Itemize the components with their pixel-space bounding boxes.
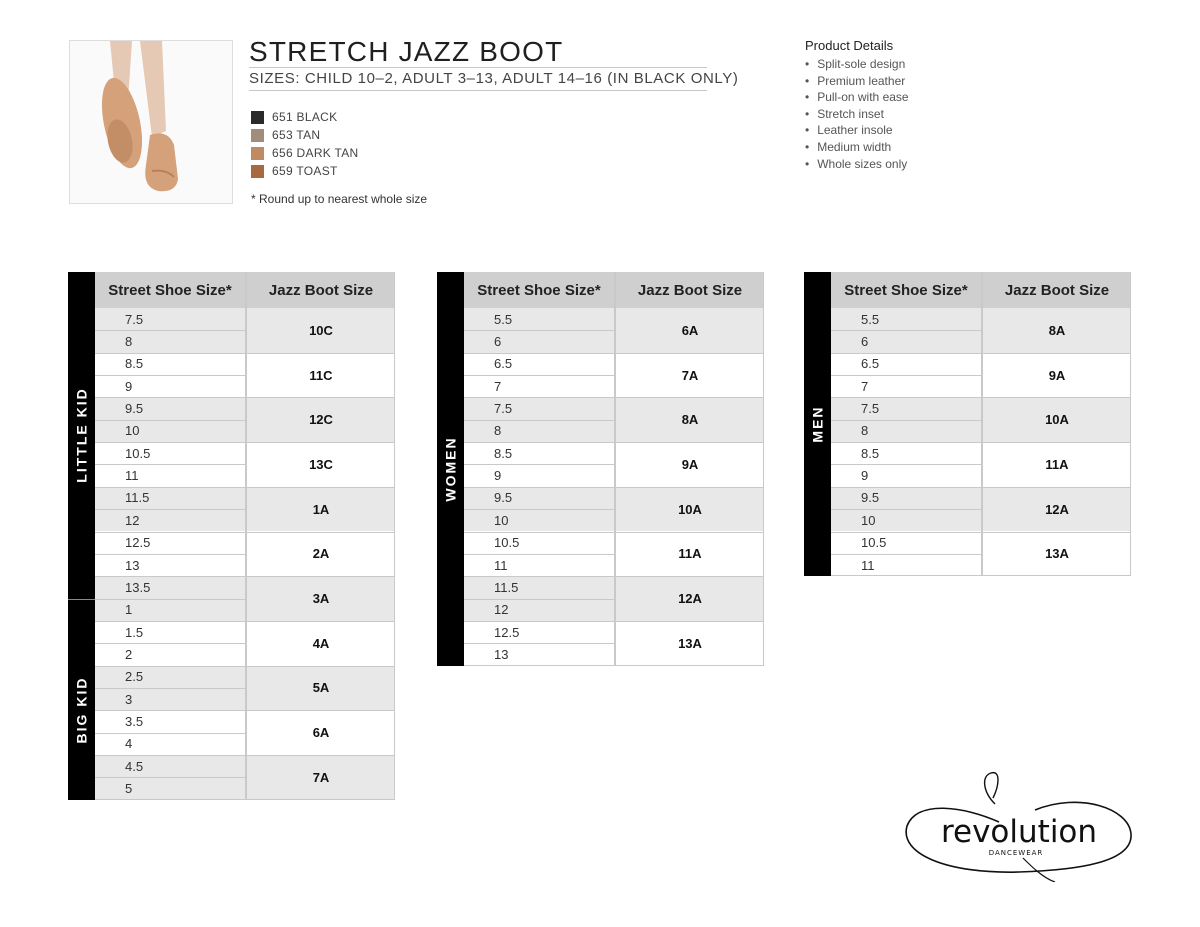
group-divider [614,397,764,398]
boot-size-header: Jazz Boot Size [983,272,1131,308]
subtitle-rule [249,90,707,91]
street-size-cell: 12.5 [494,624,520,640]
row-divider [831,509,981,510]
row-divider [831,532,981,533]
product-photo [69,40,233,204]
group-divider [245,487,395,488]
column-divider [245,272,247,800]
color-list [251,108,359,180]
street-size-cell: 11.5 [125,490,150,506]
street-size-cell: 13.5 [125,579,151,595]
row-divider [464,397,614,398]
row-divider [831,487,981,488]
row-divider [95,420,245,421]
color-label: 653 TAN [272,128,321,142]
sizes-line: SIZES: CHILD 10–2, ADULT 3–13, ADULT 14–16 (IN BLACK ONLY) [249,70,739,87]
boot-size-cell: 9A [1048,367,1066,383]
boot-size-cell: 1A [247,487,395,532]
sizing-note: * Round up to nearest whole size [251,192,428,206]
row-divider [831,442,981,443]
row-divider [464,375,614,376]
group-divider [245,576,395,577]
boot-size-cell: 11A [678,546,702,562]
row-divider [95,375,245,376]
segment-divider [68,599,95,600]
row-divider [831,554,981,555]
street-size-cell: 9 [494,468,502,484]
street-size-cell: 9.5 [861,490,880,506]
group-divider [981,397,1131,398]
street-size-cell: 7 [494,378,502,394]
row-divider [95,710,245,711]
group-divider [614,621,764,622]
street-size-cell: 11.5 [494,579,519,595]
street-size-cell: 9.5 [494,490,513,506]
row-divider [831,353,981,354]
color-swatch [251,165,264,178]
street-size-cell: 4.5 [125,758,144,774]
boot-size-cell: 10A [983,397,1131,442]
table-right-border [394,272,395,800]
street-size-cell: 13 [125,557,140,573]
boot-size-cell: 3A [247,576,395,621]
street-size-cell: 11 [125,468,139,484]
segment-label-text: WOMEN [442,436,459,502]
jazz-boot-image [70,41,232,203]
street-size-cell: 3 [125,691,133,707]
boot-size-cell: 11C [309,367,333,383]
street-size-cell: 8 [125,334,133,350]
boot-size-cell: 6A [312,725,330,741]
row-divider [464,532,614,533]
street-size-cell: 9 [861,468,869,484]
product-details [805,38,909,172]
row-divider [95,576,245,577]
product-title: STRETCH JAZZ BOOT [249,36,564,67]
row-divider [95,777,245,778]
boot-size-cell: 9A [681,456,699,472]
street-size-cell: 10 [125,423,140,439]
street-size-cell: 12 [125,512,140,528]
row-divider [95,397,245,398]
street-size-cell: 5 [125,781,133,797]
street-size-cell: 11 [861,557,875,573]
row-divider [464,420,614,421]
row-divider [831,397,981,398]
segment-label [804,272,831,576]
segment-label-text: BIG KID [73,676,90,744]
row-divider [464,554,614,555]
color-item [251,162,359,180]
street-size-cell: 6.5 [494,356,513,372]
street-size-cell: 5.5 [494,311,513,327]
boot-size-cell: 13A [1045,546,1069,562]
street-size-header: Street Shoe Size* [831,272,981,308]
boot-size-cell: 13A [678,635,702,651]
row-divider [95,621,245,622]
street-size-cell: 12 [494,602,509,618]
group-divider [245,442,395,443]
row-divider [95,532,245,533]
street-size-cell: 7.5 [125,311,144,327]
group-divider [245,532,395,533]
street-size-cell: 8.5 [494,445,513,461]
street-size-cell: 6 [494,334,502,350]
group-divider [614,487,764,488]
segment-label-text: LITTLE KID [73,387,90,483]
boot-size-cell: 13C [309,456,333,472]
details-item: • Premium leather [805,73,909,90]
street-size-cell: 7.5 [494,401,513,417]
street-size-cell: 9 [125,378,133,394]
details-heading: Product Details [805,38,894,53]
street-size-cell: 8 [861,423,869,439]
row-divider [464,487,614,488]
column-divider [981,272,983,576]
row-divider [95,599,245,600]
street-size-cell: 8 [494,423,502,439]
street-size-cell: 6 [861,334,869,350]
boot-size-cell: 10A [616,487,764,532]
boot-size-cell: 4A [312,635,330,651]
row-divider [464,621,614,622]
street-size-cell: 12.5 [125,535,151,551]
logo-wordmark: revolution [940,814,1098,850]
row-divider [831,330,981,331]
group-divider [245,353,395,354]
street-size-cell: 4 [125,736,133,752]
row-divider [95,755,245,756]
details-item: • Stretch inset [805,106,909,123]
group-divider [245,666,395,667]
boot-size-header: Jazz Boot Size [247,272,395,308]
size-chart-kids [68,272,395,800]
details-item: • Split-sole design [805,56,909,73]
group-divider [614,442,764,443]
row-divider [95,353,245,354]
boot-size-header: Jazz Boot Size [616,272,764,308]
row-divider [95,442,245,443]
title-rule [249,67,707,68]
street-size-cell: 6.5 [861,356,880,372]
boot-size-cell: 12A [983,487,1131,532]
size-chart-women [437,272,764,666]
street-size-cell: 13 [494,646,509,662]
group-divider [245,755,395,756]
table-bottom-border [464,665,764,666]
street-size-cell: 10 [861,512,876,528]
row-divider [464,442,614,443]
color-label: 651 BLACK [272,110,338,124]
segment-label [437,272,464,666]
street-size-cell: 1 [125,602,133,618]
street-size-cell: 8.5 [125,356,144,372]
group-divider [981,442,1131,443]
segment-label-text: MEN [809,405,826,443]
table-right-border [1130,272,1131,576]
boot-size-cell: 5A [247,666,395,711]
boot-size-cell: 12A [616,576,764,621]
boot-size-cell: 7A [247,755,395,800]
row-divider [464,330,614,331]
color-item [251,144,359,162]
boot-size-cell: 8A [983,308,1131,353]
street-size-header: Street Shoe Size* [95,272,245,308]
row-divider [464,509,614,510]
group-divider [245,710,395,711]
street-size-cell: 9.5 [125,401,144,417]
row-divider [95,464,245,465]
street-size-cell: 2 [125,646,133,662]
boot-size-cell: 10C [247,308,395,353]
boot-size-cell: 8A [616,397,764,442]
boot-size-cell: 6A [616,308,764,353]
group-divider [614,532,764,533]
segment-label [68,272,95,599]
street-size-cell: 2.5 [125,669,144,685]
row-divider [464,353,614,354]
row-divider [95,688,245,689]
row-divider [95,666,245,667]
details-item: • Pull-on with ease [805,89,909,106]
table-bottom-border [95,799,395,800]
group-divider [245,397,395,398]
details-item: • Leather insole [805,122,909,139]
table-bottom-border [831,575,1131,576]
street-size-cell: 11 [494,557,508,573]
group-divider [981,353,1131,354]
street-size-cell: 10.5 [494,535,520,551]
boot-size-cell: 11A [1045,456,1069,472]
street-size-cell: 10.5 [125,445,151,461]
street-size-cell: 7.5 [861,401,880,417]
color-item [251,126,359,144]
row-divider [95,487,245,488]
group-divider [614,576,764,577]
row-divider [831,375,981,376]
row-divider [95,733,245,734]
color-label: 656 DARK TAN [272,146,359,160]
size-chart-men [804,272,1131,576]
street-size-cell: 8.5 [861,445,880,461]
color-swatch [251,147,264,160]
row-divider [95,643,245,644]
street-size-cell: 7 [861,378,869,394]
details-list [805,56,909,172]
row-divider [95,509,245,510]
color-swatch [251,111,264,124]
row-divider [464,599,614,600]
revolution-logo [903,770,1135,882]
street-size-cell: 10.5 [861,535,887,551]
logo-tagline: DANCEWEAR [988,849,1044,857]
group-divider [614,353,764,354]
details-item: • Medium width [805,139,909,156]
row-divider [464,464,614,465]
street-size-cell: 5.5 [861,311,880,327]
boot-size-cell: 7A [681,367,699,383]
row-divider [831,420,981,421]
group-divider [981,487,1131,488]
column-divider [614,272,616,666]
boot-size-cell: 2A [312,546,330,562]
row-divider [464,643,614,644]
street-size-cell: 3.5 [125,713,144,729]
row-divider [95,330,245,331]
color-item [251,108,359,126]
row-divider [464,576,614,577]
color-label: 659 TOAST [272,164,338,178]
segment-label [68,599,95,823]
table-right-border [763,272,764,666]
boot-size-cell: 12C [247,397,395,442]
group-divider [245,621,395,622]
row-divider [95,554,245,555]
street-size-cell: 1.5 [125,624,144,640]
street-size-cell: 10 [494,512,509,528]
color-swatch [251,129,264,142]
group-divider [981,532,1131,533]
row-divider [831,464,981,465]
street-size-header: Street Shoe Size* [464,272,614,308]
details-item: • Whole sizes only [805,156,909,173]
